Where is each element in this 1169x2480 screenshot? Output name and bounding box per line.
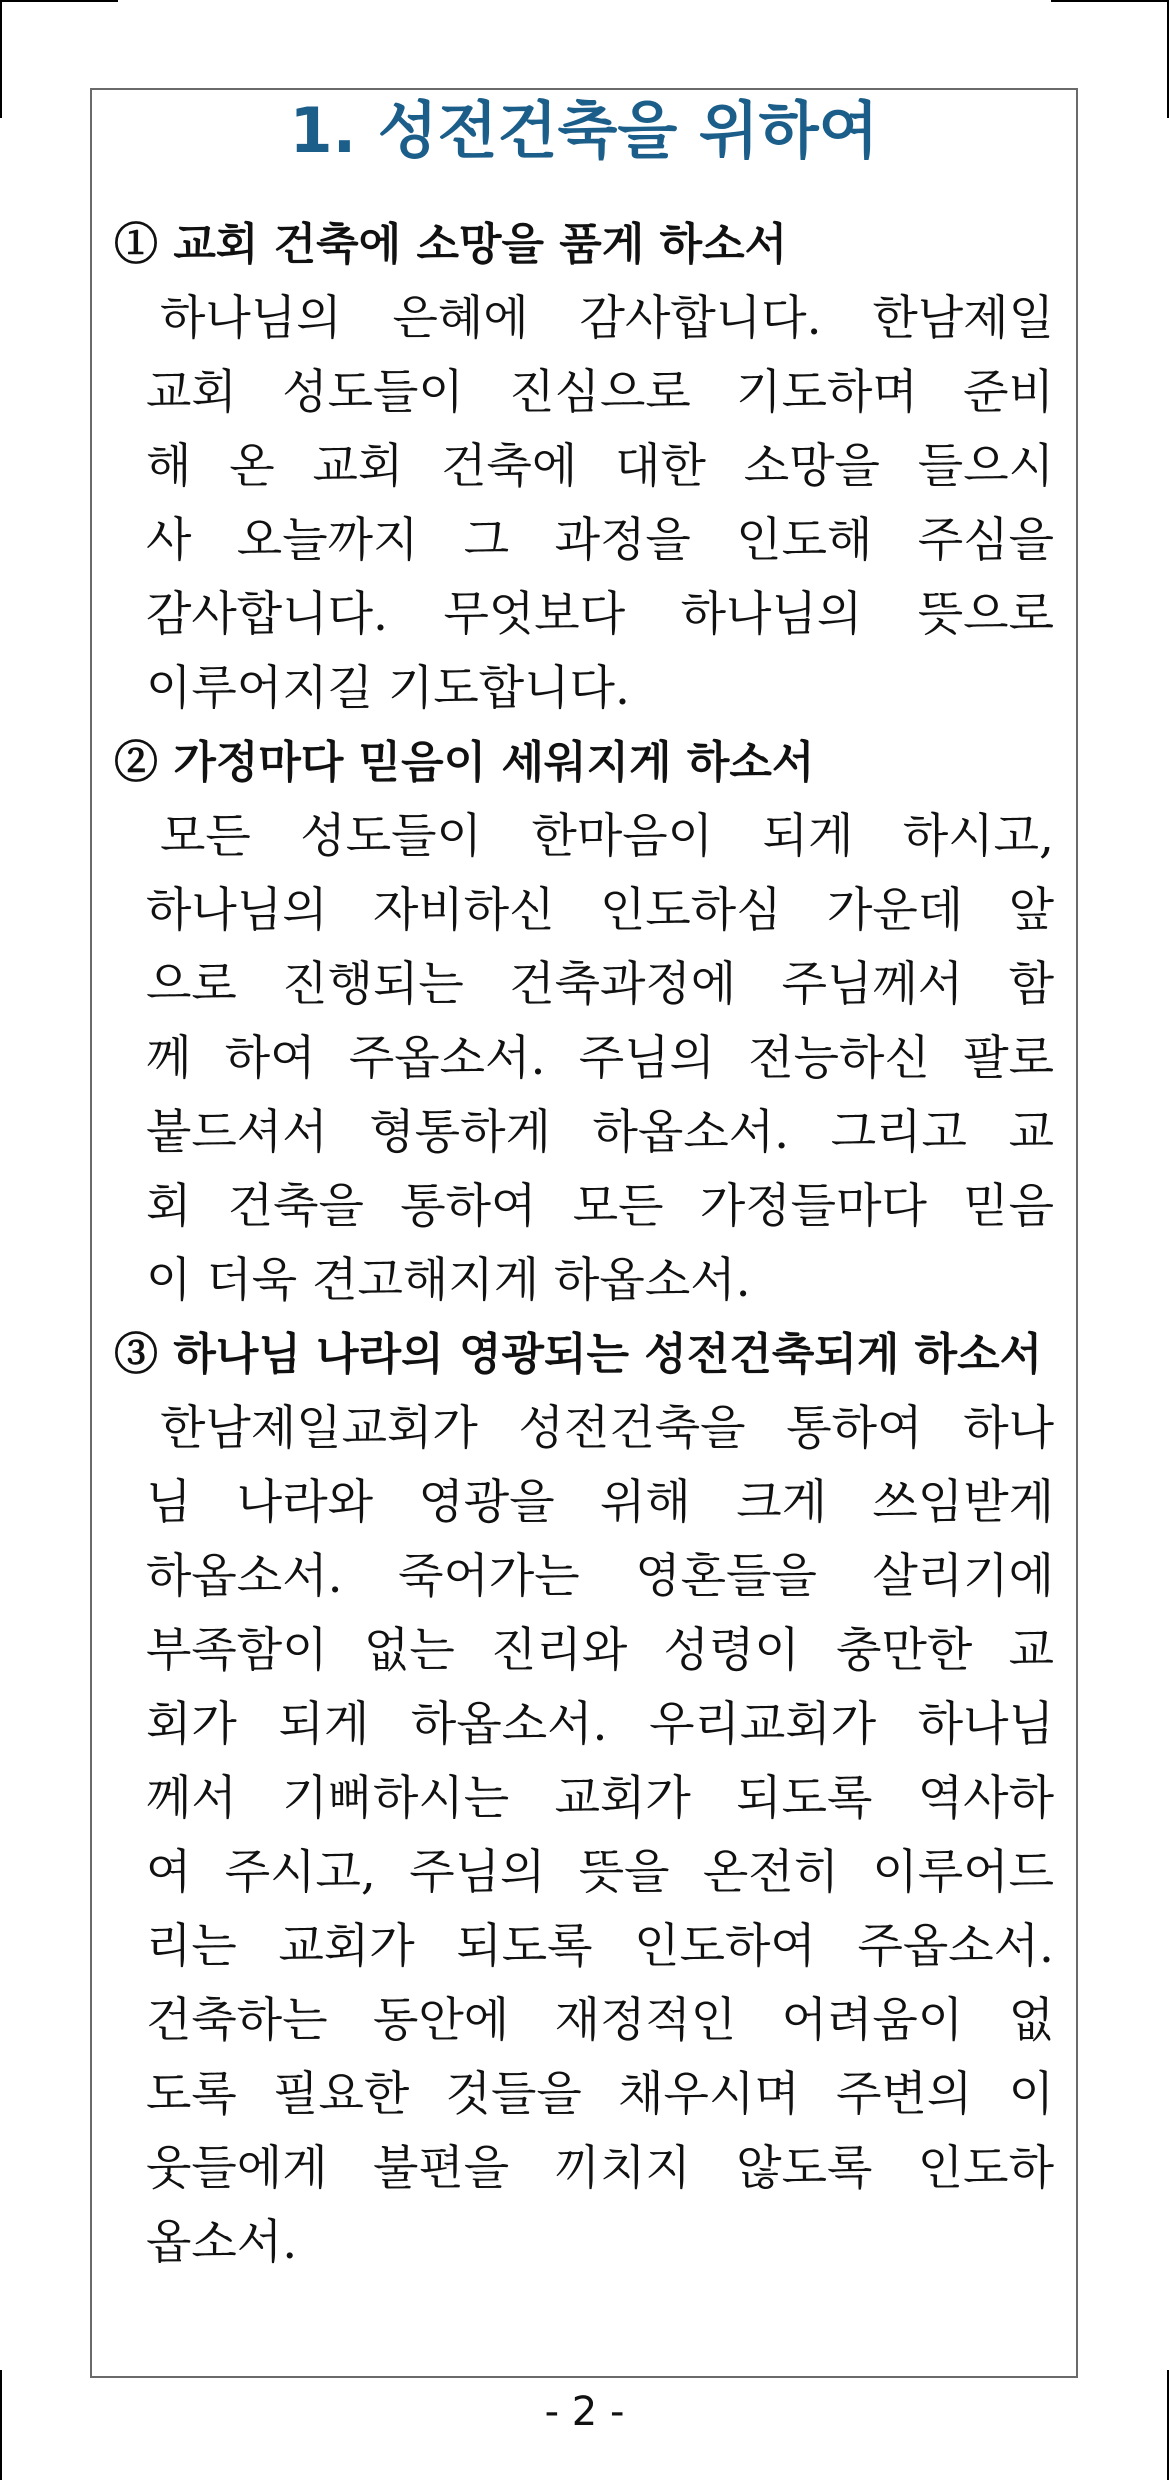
- section-body: [114, 800, 1054, 1318]
- body-line: 님 나라와 영광을 위해 크게 쓰임받게: [146, 1475, 1054, 1530]
- page-frame: [90, 88, 1078, 2378]
- section-body: [114, 282, 1054, 726]
- body-line: 이 더욱 견고해지게 하옵소서.: [146, 1253, 751, 1308]
- page-number: - 2 -: [544, 2389, 625, 2435]
- prayer-section-3: [114, 1318, 1054, 2280]
- body-line: 께서 기뻐하시는 교회가 되도록 역사하: [146, 1771, 1054, 1826]
- body-line: 하나님의 자비하신 인도하심 가운데 앞: [146, 883, 1054, 938]
- section-heading: ① 교회 건축에 소망을 품게 하소서: [114, 219, 788, 270]
- section-heading: ③ 하나님 나라의 영광되는 성전건축되게 하소서: [114, 1329, 1043, 1380]
- body-line: 건축하는 동안에 재정적인 어려움이 없: [146, 1993, 1054, 2048]
- crop-mark-top-left-vertical: [0, 0, 2, 118]
- page-title: 1. 성전건축을 위하여: [289, 94, 879, 167]
- body-line: 도록 필요한 것들을 채우시며 주변의 이: [146, 2067, 1054, 2122]
- body-line: 웃들에게 불편을 끼치지 않도록 인도하: [146, 2141, 1054, 2196]
- section-body: [114, 1392, 1054, 2280]
- prayer-content: [114, 208, 1054, 2280]
- body-line: 부족함이 없는 진리와 성령이 충만한 교: [146, 1623, 1054, 1678]
- body-line: 회 건축을 통하여 모든 가정들마다 믿음: [146, 1179, 1054, 1234]
- body-line: 옵소서.: [146, 2215, 298, 2270]
- body-line: 으로 진행되는 건축과정에 주님께서 함: [146, 957, 1054, 1012]
- body-line: 하나님의 은혜에 감사합니다. 한남제일: [160, 291, 1054, 346]
- body-line: 감사합니다. 무엇보다 하나님의 뜻으로: [146, 587, 1054, 642]
- body-line: 이루어지길 기도합니다.: [146, 661, 630, 716]
- body-line: 회가 되게 하옵소서. 우리교회가 하나님: [146, 1697, 1054, 1752]
- crop-mark-top-left-horizontal: [0, 0, 118, 2]
- body-line: 여 주시고, 주님의 뜻을 온전히 이루어드: [146, 1845, 1054, 1900]
- body-line: 붙드셔서 형통하게 하옵소서. 그리고 교: [146, 1105, 1054, 1160]
- body-line: 하옵소서. 죽어가는 영혼들을 살리기에: [146, 1549, 1054, 1604]
- body-line: 교회 성도들이 진심으로 기도하며 준비: [146, 365, 1054, 420]
- body-line: 해 온 교회 건축에 대한 소망을 들으시: [146, 439, 1054, 494]
- body-line: 모든 성도들이 한마음이 되게 하시고,: [160, 809, 1054, 864]
- body-line: 리는 교회가 되도록 인도하여 주옵소서.: [146, 1919, 1054, 1974]
- section-heading: ② 가정마다 믿음이 세워지게 하소서: [114, 737, 815, 788]
- body-line: 께 하여 주옵소서. 주님의 전능하신 팔로: [146, 1031, 1054, 1086]
- body-line: 한남제일교회가 성전건축을 통하여 하나: [160, 1401, 1054, 1456]
- prayer-section-2: [114, 726, 1054, 1318]
- crop-mark-top-right-horizontal: [1051, 0, 1169, 2]
- prayer-section-1: [114, 208, 1054, 726]
- body-line: 사 오늘까지 그 과정을 인도해 주심을: [146, 513, 1054, 568]
